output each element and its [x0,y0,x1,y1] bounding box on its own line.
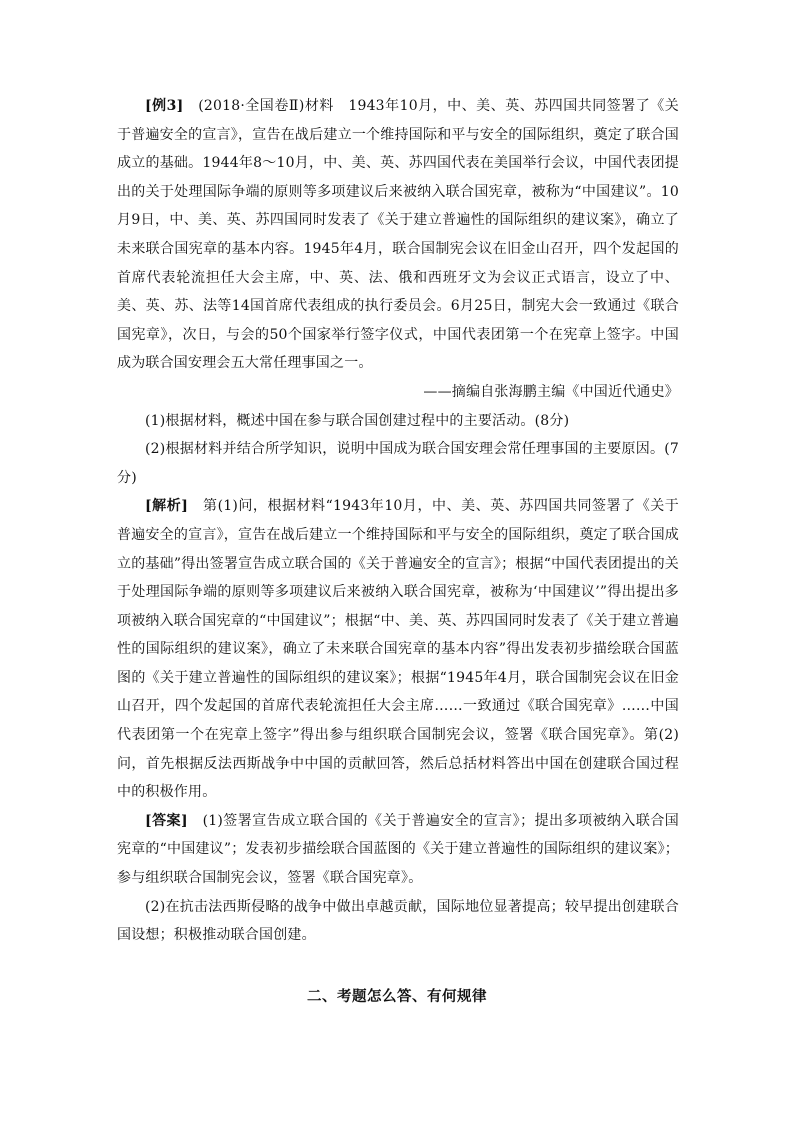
example-tag: [例3] [145,98,184,114]
analysis-paragraph [117,492,679,807]
analysis-text: 第(1)问，根据材料“1943年10月，中、美、英、苏四国共同签署了《关于普遍安全的宣言》，宣告在战后建立一个维持国际和平与安全的国际组织，奠定了联合国成立的基础”得出签署宣告成立联合国的《关于普遍安全的宣言》；根据“中国代表团提出的关于处理国际争端的原则等多项建议后来被纳入联合国宪章，被称为‘中国建议’”得出提出多项被纳入联合国宪章的“中国建议”；根据“中、美、英、苏四国同时发表了《关于建立普遍性的国际组织的建议案》，确立了未来联合国宪章的基本内容”得出发表初步描绘联合国蓝图的《关于建立普遍性的国际组织的建议案》；根据“1945年4月，联合国制宪会议在旧金山召开，四个发起国的首席代表轮流担任大会主席……一致通过《联合国宪章》……中国代表团第一个在宪章上签字”得出参与组织联合国制宪会议，签署《联合国宪章》。第(2)问，首先根据反法西斯战争中中国的贡献回答，然后总括材料答出中国在创建联合国过程中的积极作用。 [117,498,679,801]
example-material [117,92,679,378]
section-heading: 二、考题怎么答、有何规律 [307,988,487,1005]
answer-tag: [答案] [145,812,188,829]
question-2: (2)根据材料并结合所学知识，说明中国成为联合国安理会常任理事国的主要原因。(7分) [117,441,679,486]
answer-part-2: (2)在抗击法西斯侵略的战争中做出卓越贡献，国际地位显著提高；较早提出创建联合国设想；积极推动联合国创建。 [117,898,679,944]
example-block [117,92,679,950]
question-1: (1)根据材料，概述中国在参与联合国创建过程中的主要活动。(8分) [145,412,570,429]
analysis-tag: [解析] [145,498,189,515]
example-intro: (2018·全国卷Ⅱ)材料 1943年10月，中、美、英、苏四国共同签署了《关于普遍安全的宣言》，宣告在战后建立一个维持国际和平与安全的国际组织，奠定了联合国成立的基础。1944年8～10月，中、美、英、苏四国代表在美国举行会议，中国代表团提出的关于处理国际争端的原则等多项建议后来被纳入联合国宪章，被称为“中国建议”。10月9日，中、美、英、苏四国同时发表了《关于建立普遍性的国际组织的建议案》，确立了未来联合国宪章的基本内容。1945年4月，联合国制宪会议在旧金山召开，四个发起国的首席代表轮流担任大会主席，中、英、法、俄和西班牙文为会议正式语言，设立了中、美、英、苏、法等14国首席代表组成的执行委员会。6月25日，制宪大会一致通过《联合国宪章》，次日，与会的50个国家举行签字仪式，中国代表团第一个在宪章上签字。中国成为联合国安理会五大常任理事国之一。 [117,98,680,372]
answer-paragraph [117,807,679,893]
material-source: ——摘编自张海鹏主编《中国近代通史》 [423,383,679,400]
answer-part-1: (1)签署宣告成立联合国的《关于普遍安全的宣言》；提出多项被纳入联合国宪章的“中国建议”；发表初步描绘联合国蓝图的《关于建立普遍性的国际组织的建议案》；参与组织联合国制宪会议，签署《联合国宪章》。 [117,812,679,887]
